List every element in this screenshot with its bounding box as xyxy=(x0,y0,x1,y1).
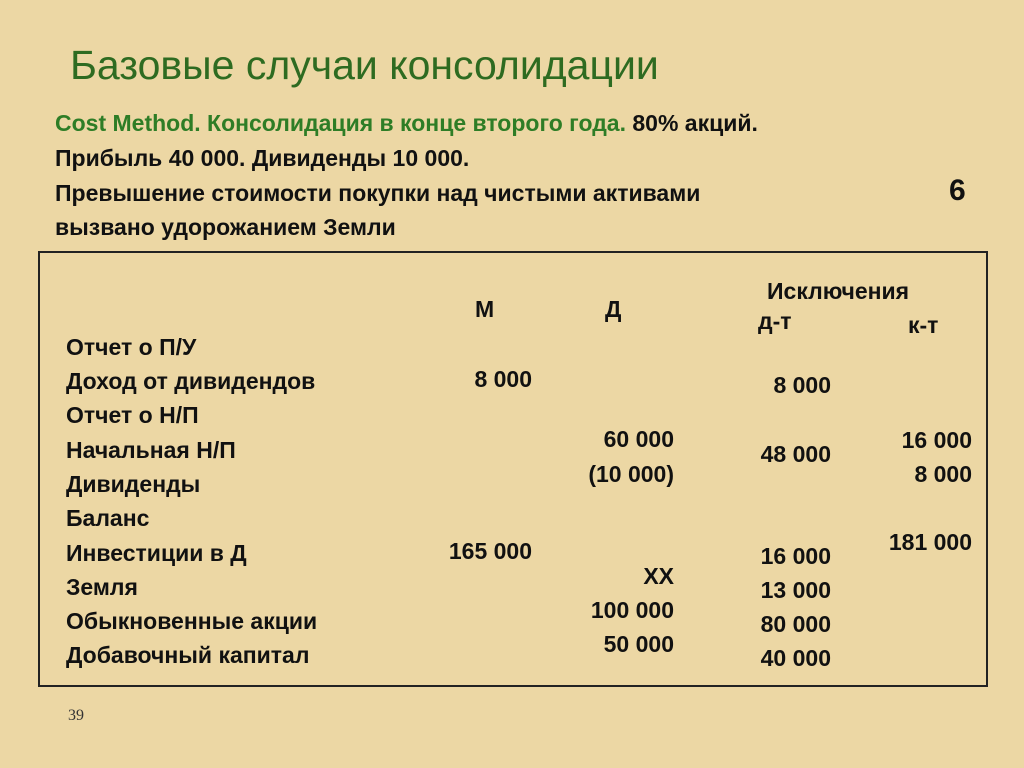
intro-share: 80% акций. xyxy=(632,110,758,136)
intro-line-1 xyxy=(55,110,758,137)
header-exclusions: Исключения xyxy=(767,278,910,304)
row-label-dividends: Дивиденды xyxy=(66,471,201,497)
intro-line-4: вызвано удорожанием Земли xyxy=(55,214,396,240)
intro-line-3: Превышение стоимости покупки над чистыми активами xyxy=(55,180,701,206)
cell-kt-investment: 181 000 xyxy=(888,529,972,555)
intro-line-2: Прибыль 40 000. Дивиденды 10 000. xyxy=(55,145,470,171)
row-label-opening-re: Начальная Н/П xyxy=(66,437,236,463)
row-label-investment: Инвестиции в Д xyxy=(66,540,247,566)
header-dt: д-т xyxy=(758,308,792,334)
header-d: Д xyxy=(605,296,622,322)
cell-d-land: XX xyxy=(643,563,674,589)
cell-m-investment: 165 000 xyxy=(448,538,532,564)
cell-kt-opening-re: 16 000 xyxy=(901,427,972,453)
cell-dt-land: 13 000 xyxy=(760,577,831,603)
cell-d-apic: 50 000 xyxy=(603,631,674,657)
header-m: М xyxy=(475,296,495,322)
row-label-apic: Добавочный капитал xyxy=(66,642,310,668)
cell-dt-apic: 40 000 xyxy=(760,645,831,671)
section-income-statement: Отчет о П/У xyxy=(66,334,197,360)
row-label-dividend-income: Доход от дивидендов xyxy=(66,368,316,394)
row-label-common-stock: Обыкновенные акции xyxy=(66,608,318,634)
header-kt: к-т xyxy=(908,312,939,338)
page-title: Базовые случаи консолидации xyxy=(70,42,659,88)
cell-kt-dividends: 8 000 xyxy=(914,461,972,487)
section-balance: Баланс xyxy=(66,505,150,531)
slide-number: 6 xyxy=(949,174,966,207)
cell-dt-dividend-income: 8 000 xyxy=(773,372,831,398)
page-number: 39 xyxy=(68,707,84,724)
cell-dt-investment: 16 000 xyxy=(760,543,831,569)
cell-d-opening-re: 60 000 xyxy=(603,426,674,452)
cell-d-common-stock: 100 000 xyxy=(590,597,674,623)
cell-dt-opening-re: 48 000 xyxy=(760,441,831,467)
row-label-land: Земля xyxy=(66,574,138,600)
intro-method: Cost Method. Консолидация в конце второго года. xyxy=(55,110,626,136)
cell-m-dividend-income: 8 000 xyxy=(474,366,532,392)
cell-dt-common-stock: 80 000 xyxy=(760,611,831,637)
cell-d-dividends: (10 000) xyxy=(588,461,674,487)
section-retained-earnings: Отчет о Н/П xyxy=(66,402,199,428)
